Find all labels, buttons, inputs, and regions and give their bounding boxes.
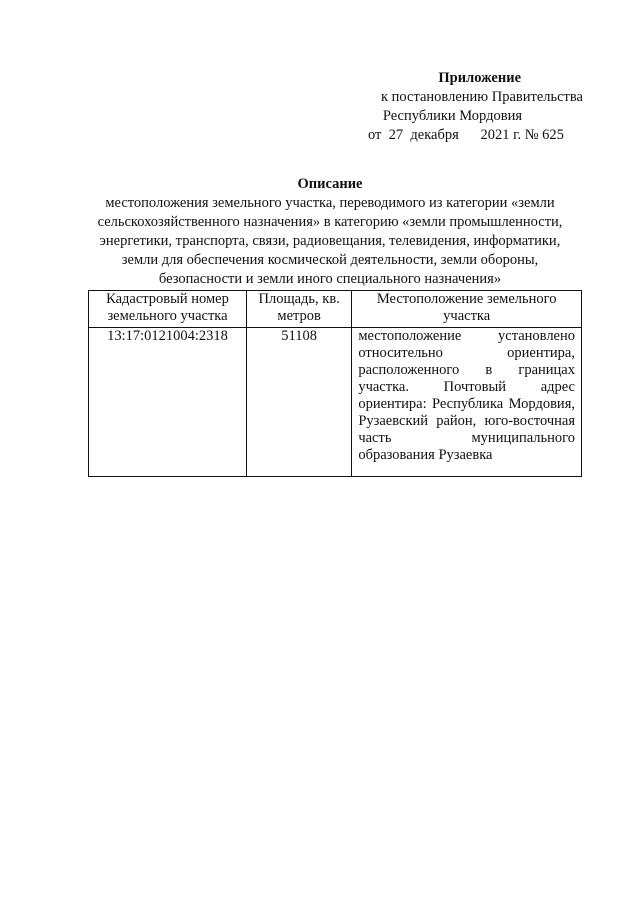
header-location: Местоположение земельного участка: [352, 291, 582, 328]
header-area: Площадь, кв. метров: [247, 291, 352, 328]
header-cadastral-number: Кадастровый номер земельного участка: [89, 291, 247, 328]
appendix-title: Приложение: [438, 70, 521, 86]
cell-cadastral-number: 13:17:0121004:2318: [89, 328, 247, 477]
appendix-government-line: Республики Мордовия: [382, 108, 522, 124]
appendix-block: [330, 69, 584, 145]
appendix-date-number-line: от 27 декабря 2021 г. № 625: [368, 127, 564, 143]
appendix-decree-line: к постановлению Правительства: [381, 89, 583, 105]
land-plot-table: [88, 290, 582, 477]
description-heading: [40, 175, 620, 289]
cell-location: местоположение установлено относительно ориентира, расположенного в границах участка. Почтовый адрес ориентира: Республика Мордовия, Рузаевский район, юго-восточная часть муниципального образования Рузаевка: [352, 328, 582, 477]
table-header-row: [89, 291, 582, 328]
table-row: [89, 328, 582, 477]
description-body: местоположения земельного участка, переводимого из категории «земли сельскохозяйственного назначения» в категорию «земли промышленности, энергетики, транспорта, связи, радиовещания, телевидения, информатики, земли для обеспечения космической деятельности, земли обороны, безопасности и земли иного специального назначения»: [97, 195, 563, 287]
description-title: Описание: [297, 176, 363, 192]
cell-area: 51108: [247, 328, 352, 477]
